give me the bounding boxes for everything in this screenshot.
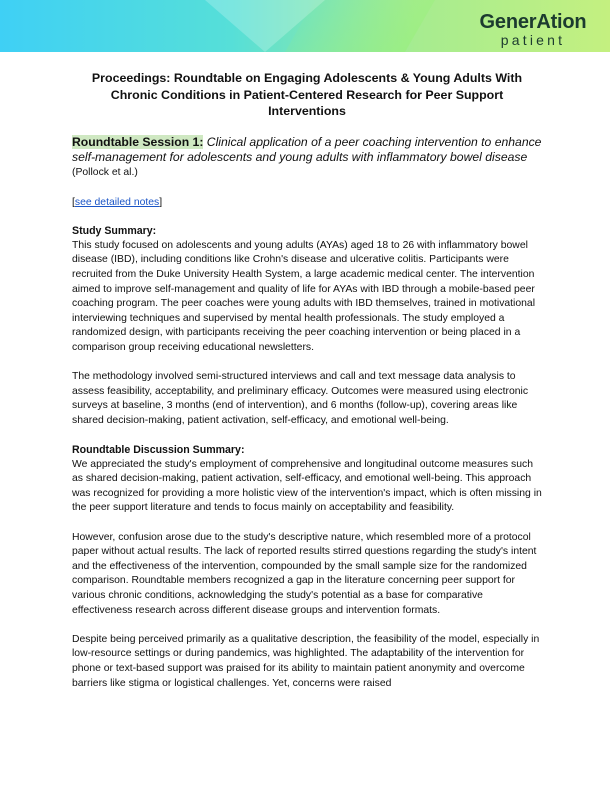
study-summary-paragraph-1: This study focused on adolescents and young adults (AYAs) aged 18 to 26 with inflammatory bowel disease (IBD), including conditions like Crohn's disease and ulcerative colitis. Participants were recruited from the Duke University Health System, a large academic medical center. The intervention aimed to improve self-management and quality of life for AYAs with IBD through a mobile-based peer coaching program. The peer coaches were young adults with IBD themselves, trained in motivational interviewing techniques and supervised by mental health professionals. The study employed a randomized design, with participants receiving the peer coaching intervention or being placed in a comparison group receiving educational newsletters. <box>72 239 536 353</box>
discussion-paragraph-2: However, confusion arose due to the study's descriptive nature, which resembled more of a protocol paper without actual results. The lack of reported results stirred questions regarding the study's intent and the effectiveness of the intervention, compounded by the small sample size for the randomized comparison. Roundtable members recognized a gap in the literature concerning peer support for various chronic conditions, acknowledging the study's potential as a base for comparative effectiveness research across different disease groups and intervention formats. <box>72 531 537 616</box>
session-heading <box>72 135 542 166</box>
bracket-open: [ <box>72 196 75 208</box>
study-summary-paragraph-2: The methodology involved semi-structured interviews and call and text message data analysis to assess feasibility, acceptability, and preliminary efficacy. Outcomes were measured using electronic surveys at baseline, 3 months (end of intervention), and 6 months (follow-up), covering areas like shared decision-making, patient activation, self-efficacy, and emotional well-being. <box>72 371 529 426</box>
session-label: Roundtable Session 1: <box>72 134 204 149</box>
notes-link-line <box>72 196 542 211</box>
bracket-close: ] <box>159 196 163 208</box>
discussion-paragraph-3: Despite being perceived primarily as a qualitative description, the feasibility of the model, especially in low-resource settings or during pandemics, was highlighted. The adaptability of the intervention for phone or text-based support was praised for its ability to maintain patient anonymity and overcome barriers like stigma or logistical challenges. Yet, concerns were raised <box>72 633 540 689</box>
logo-wordmark: GenerAtion <box>479 11 587 33</box>
document-body <box>72 70 542 706</box>
discussion-summary-heading: Roundtable Discussion Summary: <box>72 444 245 457</box>
logo-subtext: patient <box>500 32 566 48</box>
session-authors: (Pollock et al.) <box>72 166 138 178</box>
study-summary-heading: Study Summary: <box>72 225 157 238</box>
generation-patient-logo <box>470 12 596 47</box>
page-title: Proceedings: Roundtable on Engaging Adolescents & Young Adults With Chronic Conditions in Patient-Centered Research for Peer Support Interventions <box>91 71 523 119</box>
header-banner <box>0 0 610 52</box>
detailed-notes-link[interactable]: see detailed notes <box>74 196 160 208</box>
discussion-paragraph-1: We appreciated the study's employment of comprehensive and longitudinal outcome measures such as shared decision-making, patient activation, self-efficacy, and emotional well-being. This approach was recognized for providing a more holistic view of the intervention's impact, which is often missing in the peer support literature and tends to focus mainly on acceptability and feasibility. <box>72 458 542 514</box>
session-title: Clinical application of a peer coaching intervention to enhance self-management for adolescents and young adults with inflammatory bowel disease <box>72 134 542 165</box>
